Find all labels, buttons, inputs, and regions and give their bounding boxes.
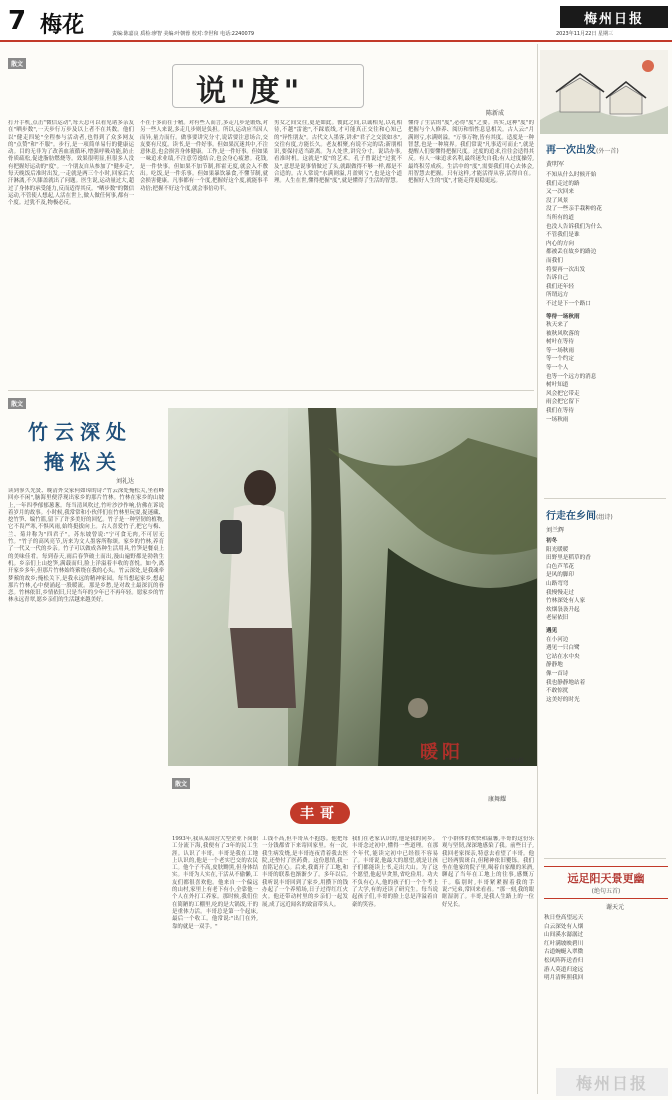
photo-title: 暖阳: [420, 742, 464, 763]
poem-line: 告诉自己: [546, 275, 569, 282]
poem-line: 内心的方向: [546, 240, 574, 247]
poem-line: 也等一个远方的消息: [546, 373, 597, 380]
poem-line: 它站在水中央: [546, 653, 580, 660]
photo-warm-sun: [168, 408, 538, 766]
divider: [544, 858, 666, 859]
editorial-credits: 责编:陈嘉良 质检:廖智 美编:叶朝蓉 校对:李世和 电话:2240079: [112, 31, 255, 37]
poem-line: 树叶在等待: [546, 339, 574, 346]
poem-line: 白色芦苇花: [546, 563, 574, 570]
poem-line: 我们还年轻: [546, 283, 574, 290]
poem-line: 不知从什么时候开始: [546, 172, 597, 178]
poem-subtitle: (组诗): [596, 514, 613, 521]
poem-line: 我慢慢走过: [546, 589, 574, 596]
poem-author: 谢天元: [606, 904, 625, 911]
article-body-col3: 我们在老家认识的,他是我的同乡。丰哥念过初中,懂得一些道理。在那个年代,能读完初中已经很不容易了。丰哥说,他最大的愿望,就是让孩子们都能读上书,走出大山。为了这个愿望,他起早贪黑,省吃俭用。功夫不负有心人,他的孩子们一个个考上了大学,有的还读了研究生。每当说起孩子们,丰哥的脸上总是洋溢着自豪的笑容。: [352, 836, 438, 908]
poem-heading-box: [544, 866, 668, 899]
poem-line: 老屋依旧: [546, 615, 569, 622]
photo-illustration: [168, 408, 538, 766]
article-tag: 散文: [8, 398, 26, 409]
poem-line: 像一首诗: [546, 670, 569, 677]
poem-line: 静静地: [546, 662, 563, 669]
newspaper-brand: 梅州日报: [560, 6, 668, 28]
poem-line: 等一场秋雨: [546, 347, 574, 354]
poem-line: 当所有的道: [546, 214, 574, 221]
poem-line: 游人莫道归途远: [544, 966, 584, 973]
poem-subtitle: (绝句五首): [591, 888, 621, 895]
poem-subtitle: (外一首): [596, 148, 619, 155]
poem-2: [546, 504, 668, 704]
article-title-du: 说"度": [196, 74, 304, 109]
poem-title: 远足阳天景更幽: [567, 872, 645, 885]
article-body-col1: 1993年,我从某国营大型企业下岗职工分流下海,我便有了3年的民工生涯。认识了丰哥。丰哥是我在工地上认识的,他是一个老实巴交的农民工。他个子不高,皮肤黝黑,但身体结实。丰哥为人实在,干活从不偷懒,工友们都很喜欢他。他来自一个偏远的山村,家里上有老下有小,全靠他一个人在外打工养家。那时候,我们住在简陋的工棚里,吃的是大锅饭,干的是重体力活。丰哥总是第一个起床,最后一个收工。他常说:"出门在外,靠的就是一双手。": [172, 836, 258, 930]
poem-line: 红叶满坡映碧川: [544, 940, 584, 947]
poem-line: 等一个人: [546, 365, 569, 372]
article-body-col2: 不在于多而在于精。对有些人而言,多走几步是锻炼,对另一些人来说,多走几步则是负担。所以,运动应当因人而异,量力而行。做事要讲究分寸,说话要注意场合,交友要有尺度。读书,是一件好事。但如果沉迷其中,不注意休息,也会损害身体健康。工作,是一件好事。但如果一味追求业绩,不注意劳逸结合,也会身心疲惫。花钱,是一件快事。但如果不加节制,挥霍无度,就会入不敷出。吃饭,是一件乐事。但如果暴饮暴食,不懂节制,就会损害健康。凡事都有一个度,把握好这个度,就能事半功倍;把握不好这个度,就会事倍功半。: [140, 120, 268, 192]
article-body-col1: 打开手机,点击"微信运动",每天总可以看见诸多亲友在"晒步数",一天步行万步及以上者不在其数。他们以"健走四轮"全程参与活动者,也得到了众多网友的"点赞"和"不服"。步行,是一项简单易行的健康运动。目的无非为了改善血液循环,增强呼吸功能,防止骨质疏松,促进脂肪燃烧等。效果很明显,但很多人没有把握好运动的"度"。一个朋友自从参加了"健步走",每天晚饭后准时出发,一走就是两三个小时,回家后大汗淋漓,不久膝盖就出了问题。医生说,运动量过大,超过了身体的承受能力,反而适得其反。"晒步数"的微信运动,不管使人想起,人活在世上,做人做任何事,都有一个度。过犹不及,物极必反。: [8, 120, 134, 207]
poem-line: 没了风景: [546, 197, 569, 204]
poem-line: 秋天来了: [546, 322, 569, 329]
poem-line: 将要再一次出发: [546, 266, 586, 273]
article-author: 康舞耀: [488, 796, 507, 803]
poem-sub-title: 等待一场秋雨: [546, 313, 580, 320]
page-number: 7: [8, 6, 27, 36]
poem-line: 田野里是稻草的香: [546, 555, 591, 562]
poem-line: 山路弯弯: [546, 580, 569, 587]
article-body-col3: 男女之间交往,更是如此。彼此之间,以诚相见,以礼相待,不越"雷池",不踩底线,才可能真正交往和心知己的"异性朋友"。古代文人墨客,讲求"君子之交淡如水",交往有度,方能长久。老友相聚,有说不完的话;新朋相识,要保持适当距离。为人处世,讲究分寸。说话办事,看准时机。这就是"度"的艺术。孔子曾说过"过犹不及",意思是说事情做过了头,就跟做得不够一样,都是不合适的。古人常说"水满则溢,月盈则亏",也是这个道理。人生在世,懂得把握"度",就是懂得了生活的智慧。: [274, 120, 402, 185]
poem-line: 炊烟袅袅升起: [546, 606, 580, 613]
poem-line: 是风的脚印: [546, 572, 574, 579]
poem-section-title: 遇见: [546, 627, 558, 634]
poem-line: 阳光暖暖: [546, 546, 569, 553]
poem-line: 这美好的时光: [546, 696, 580, 703]
poem-title: 再一次出发: [546, 145, 596, 156]
poem-line: 秋日登高望远天: [544, 915, 584, 921]
poem-line: 都被丢在故乡的路边: [546, 249, 597, 256]
poem-line: 古道蜿蜒入翠微: [544, 949, 584, 956]
poem-line: 而我们: [546, 257, 563, 264]
article-tag: 散文: [8, 58, 26, 69]
article-title-zhu-line1: 竹云深处: [28, 420, 132, 444]
article-body-col4: 个小群体的欢快和温馨,丰哥的这份乐观与坚韧,深深地感染了我。前些日子,我回老家探亲,特意去看望了丰哥。他已经两鬓斑白,但精神依旧矍铄。我们坐在他家的院子里,喝着自家酿的米酒,聊起了当年在工地上的往事,感慨万千。临别时,丰哥紧紧握着我的手说:"兄弟,常回来看看。"那一刻,我的眼眶湿润了。丰哥,是我人生路上的一位好兄长。: [442, 836, 534, 908]
poem-author: 刘兰辉: [546, 527, 565, 534]
poem-line: 不管我们是谁: [546, 232, 580, 239]
article-title-feng: 丰哥: [290, 802, 350, 824]
poem-line: 所谓远方: [546, 292, 569, 299]
poem-line: 明月清辉照我回: [544, 975, 584, 982]
poem-line: 树叶知道: [546, 382, 569, 389]
decorative-header-illustration: [540, 50, 668, 134]
poem-line: 松风阵阵送香归: [544, 957, 584, 964]
poem-line: 被秋风吹落的: [546, 330, 580, 337]
poem-line: 雨会把它留下: [546, 399, 580, 406]
poem-author: 黄明军: [546, 161, 565, 168]
poem-line: 也没人告诉我们为什么: [546, 223, 602, 230]
poem-line: 不敢惊扰: [546, 688, 569, 695]
article-tag: 散文: [172, 778, 190, 789]
article-author: 刘礼达: [116, 478, 135, 485]
poem-line: 遇见一只白鹭: [546, 645, 580, 652]
poem-line: 我们在等待: [546, 408, 574, 415]
poem-line: 一场秋雨: [546, 416, 569, 423]
poem-section-title: 初冬: [546, 538, 558, 544]
divider: [8, 390, 534, 391]
article-title-zhu-line2: 掩松关: [44, 450, 122, 474]
article-author: 陈新成: [486, 110, 505, 117]
poem-line: 我也静静地站着: [546, 679, 586, 686]
article-body: 读到蓼久先贤、晚清外交家何如璋的诗:"竹云深处掩松关,坐看峰回亦不闲",脑海里便浮现出家乡的那片竹林。竹林在家乡的山坡上,一年四季郁郁葱葱。每当清风吹过,竹叶沙沙作响,仿佛在诉说着岁月的故事。小时候,我常常和小伙伴们在竹林里玩耍,捉迷藏、挖竹笋、编竹篮,留下了许多美好的回忆。竹子是一种坚韧的植物,它不畏严寒,不惧风雨,始终挺拔向上。古人喜爱竹子,把它与梅、兰、菊并称为"四君子"。苏东坡曾说:"宁可食无肉,不可居无竹。"竹子的高风亮节,历来为文人墨客所称颂。家乡的竹林,养育了一代又一代的乡亲。竹子可以做成各种生活用具,竹笋是餐桌上的美味佳肴。每到春天,雨后春笋破土而出,漫山遍野都是勃勃生机。乡亲们上山挖笋,满载而归,脸上洋溢着丰收的喜悦。如今,离开家乡多年,但那片竹林始终萦绕在我的心头。竹云深处,是我魂牵梦萦的故乡;掩松关下,是我永远的精神家园。每当想起家乡,想起那片竹林,心中便涌起一股暖流。那是乡愁,是对故土最深沉的眷恋。竹林依旧,乡情依旧,只是当年的少年已不再年轻。愿家乡的竹林永远青翠,愿乡亲们的生活越来越美好。: [8, 488, 164, 604]
poem-line: 白云深处有人烟: [544, 923, 584, 930]
poem-line: 等一个约定: [546, 356, 574, 363]
poem-line: 山间溪水潺潺过: [544, 932, 584, 939]
section-title: 梅花: [40, 12, 85, 38]
poem-title: 行走在乡间: [546, 511, 596, 522]
poem-line: 没了一些亲手栽种的花: [546, 206, 602, 213]
article-body-col4: 懂得了生活的"度",必得"度"之要。其实,这种"度"的把握与个人修养、阅历和悟性息息相关。古人云:"月满则亏,水满则溢。"万事万物,皆有其度。适度是一种智慧,也是一种境界。我们常说"凡事适可而止",就是提醒人们要懂得把握尺度。过度的追求,往往会适得其反。有人一味追求名利,最终迷失自我;有人过度操劳,最终积劳成疾。生活中的"度",需要我们用心去体会,用智慧去把握。只有这样,才能活得从容,活得自在。把握好人生的"度",才能走得更稳更远。: [408, 120, 534, 185]
poem-line: 在小河边: [546, 636, 569, 643]
photo-credit: 方华/摄: [504, 758, 525, 765]
poem-line: 风会把它带走: [546, 390, 580, 397]
issue-date: 2023年11月22日 星期三: [556, 31, 614, 37]
poem-line: 我们走过的路: [546, 180, 580, 187]
poem-line: 不过是下一个路口: [546, 300, 591, 307]
column-divider: [537, 44, 538, 1094]
divider: [544, 498, 666, 499]
poem-line: 又一次回来: [546, 189, 574, 196]
article-body-col2: 工钱不高,但丰哥从不抱怨。他把每一分钱都省下来寄回家里。有一次,我生病发烧,是丰哥连夜背着我去医院,还垫付了医药费。这份恩情,我一直铭记在心。后来,我离开了工地,和丰哥的联系也渐渐少了。多年以后,我听说丰哥回到了家乡,用攒下的钱办起了一个养殖场,日子过得红红火火。他还带动村里的乡亲们一起发展,成了远近闻名的致富带头人。: [262, 836, 348, 908]
poem-3: [544, 866, 668, 983]
footer-watermark-logo: 梅州日报: [556, 1068, 668, 1096]
poem-line: 竹林深处有人家: [546, 598, 586, 605]
poem-1: [546, 138, 668, 424]
